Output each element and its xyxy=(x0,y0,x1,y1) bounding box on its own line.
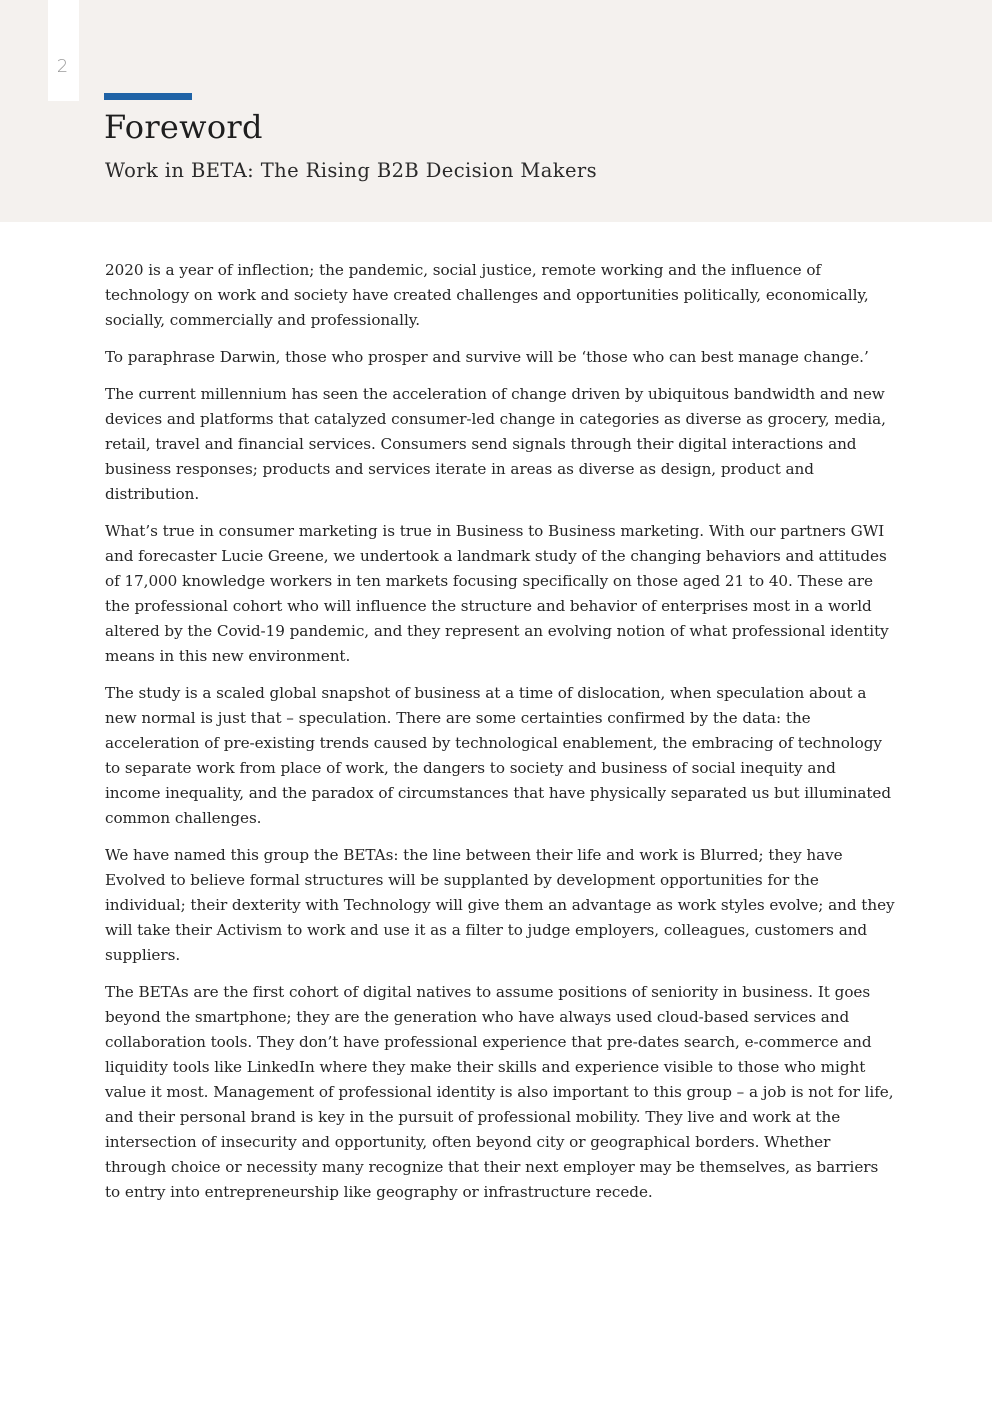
body-text xyxy=(105,258,895,1217)
paragraph-4: What’s true in consumer marketing is true in Business to Business marketing. With our partners GWI and forecaster Lucie Greene, we undertook a landmark study of the changing behaviors and attitudes of 17,000 knowledge workers in ten markets focusing specifically on those aged 21 to 40. These are the professional cohort who will influence the structure and behavior of enterprises most in a world altered by the Covid-19 pandemic, and they represent an evolving notion of what professional identity means in this new environment. xyxy=(105,522,889,665)
page-title: Foreword xyxy=(104,108,263,146)
paragraph-7: The BETAs are the first cohort of digital natives to assume positions of seniority in business. It goes beyond the smartphone; they are the generation who have always used cloud-based services and collaboration tools. They don’t have professional experience that pre-dates search, e-commerce and liquidity tools like LinkedIn where they make their skills and experience visible to those who might value it most. Management of professional identity is also important to this group – a job is not for life, and their personal brand is key in the pursuit of professional mobility. They live and work at the intersection of insecurity and opportunity, often beyond city or geographical borders. Whether through choice or necessity many recognize that their next employer may be themselves, as barriers to entry into entrepreneurship like geography or infrastructure recede. xyxy=(105,983,894,1201)
page-number: 2 xyxy=(56,56,69,77)
paragraph-3: The current millennium has seen the acceleration of change driven by ubiquitous bandwidth and new devices and platforms that catalyzed consumer-led change in categories as diverse as grocery, media, retail, travel and financial services. Consumers send signals through their digital interactions and business responses; products and services iterate in areas as diverse as design, product and distribution. xyxy=(105,385,886,503)
paragraph-6: We have named this group the BETAs: the line between their life and work is Blurred; they have Evolved to believe formal structures will be supplanted by development opportunities for the individual; their dexterity with Technology will give them an advantage as work styles evolve; and they will take their Activism to work and use it as a filter to judge employers, colleagues, customers and suppliers. xyxy=(105,846,895,964)
paragraph-2: To paraphrase Darwin, those who prosper and survive will be ‘those who can best manage change.’ xyxy=(105,348,869,366)
paragraph-1: 2020 is a year of inflection; the pandemic, social justice, remote working and the influence of technology on work and society have created challenges and opportunities politically, economically, socially, commercially and professionally. xyxy=(105,261,869,329)
header-band xyxy=(0,0,992,222)
paragraph-5: The study is a scaled global snapshot of business at a time of dislocation, when speculation about a new normal is just that – speculation. There are some certainties confirmed by the data: the acceleration of pre-existing trends caused by technological enablement, the embracing of technology to separate work from place of work, the dangers to society and business of social inequity and income inequality, and the paradox of circumstances that have physically separated us but illuminated common challenges. xyxy=(105,684,891,827)
page-number-tab xyxy=(48,0,79,101)
accent-rule xyxy=(104,93,192,100)
page-subtitle: Work in BETA: The Rising B2B Decision Makers xyxy=(105,159,598,182)
